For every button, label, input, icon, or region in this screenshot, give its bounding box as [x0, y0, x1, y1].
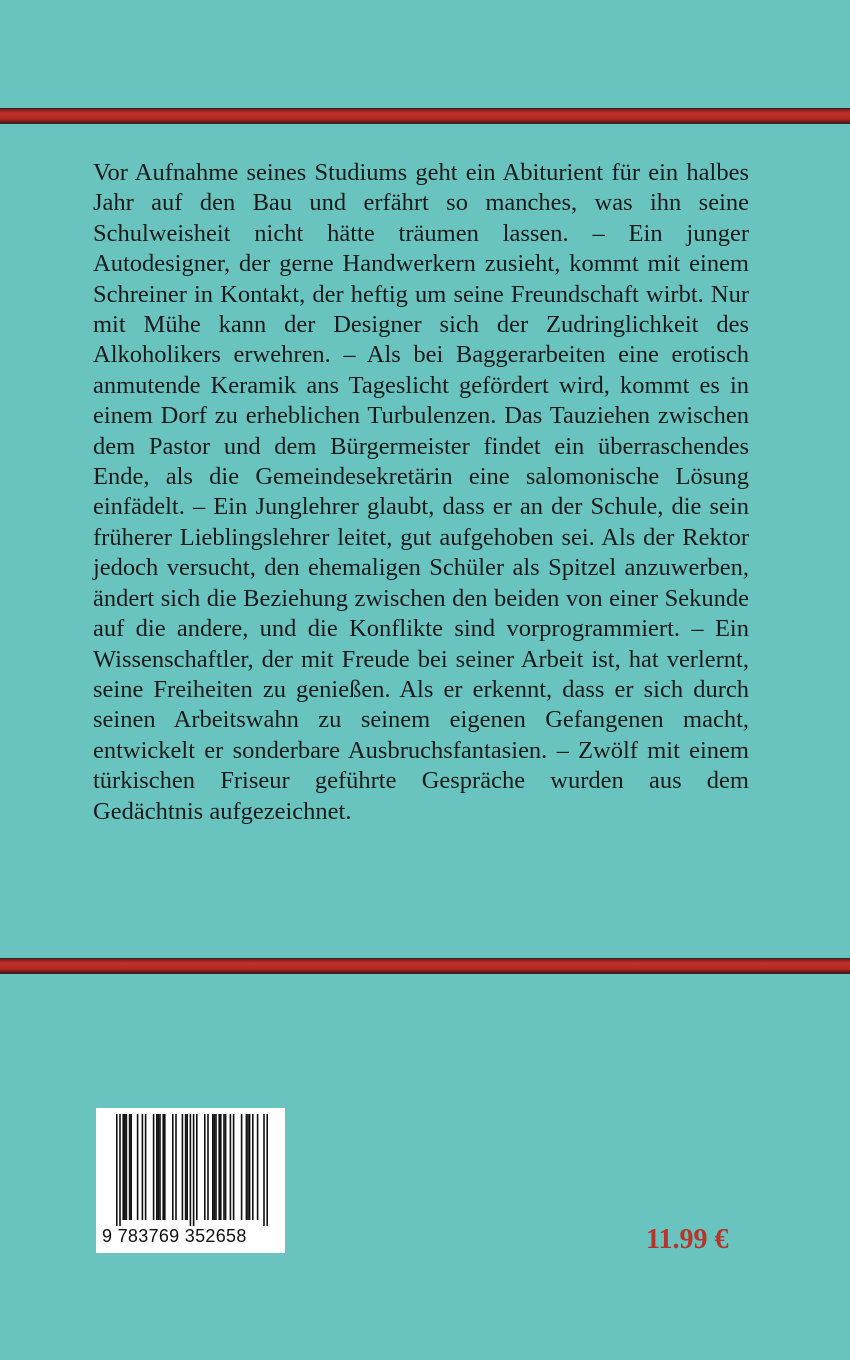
barcode-bar — [126, 1114, 128, 1220]
barcode-bar — [247, 1114, 249, 1220]
top-decorative-stripe — [0, 108, 850, 124]
barcode-bar — [193, 1114, 195, 1226]
barcode-bar — [241, 1114, 243, 1220]
isbn-number: 9 783769 352658 — [102, 1226, 247, 1246]
barcode-bar — [252, 1114, 254, 1220]
barcode-bar — [223, 1114, 225, 1220]
barcode-bar — [218, 1114, 220, 1220]
barcode-bar — [162, 1114, 164, 1220]
barcode-bar — [215, 1114, 217, 1220]
barcode-bar — [204, 1114, 206, 1220]
barcode-bar — [196, 1114, 198, 1220]
barcode-bar — [142, 1114, 144, 1220]
barcode-bar — [186, 1114, 188, 1220]
bottom-decorative-stripe — [0, 958, 850, 974]
barcode-bar — [145, 1114, 147, 1220]
back-cover-blurb: Vor Aufnahme seines Studiums geht ein Abiturient für ein halbes Jahr auf den Bau und erfährt so manches, was ihn seine Schulweisheit nicht hätte träumen lassen. – Ein junger Autodesigner, der gerne Handwerkern zusieht, kommt mit einem Schreiner in Kontakt, der heftig um seine Freundschaft wirbt. Nur mit Mühe kann der Designer sich der Zudringlichkeit des Alkoholikers erwehren. – Als bei Baggerarbeiten eine erotisch anmutende Keramik ans Tageslicht gefördert wird, kommt es in einem Dorf zu erheblichen Turbulenzen. Das Tauziehen zwischen dem Pastor und dem Bürgermeister findet ein überraschendes Ende, als die Gemeindesekretärin eine salomonische Lösung einfädelt. – Ein Junglehrer glaubt, dass er an der Schule, die sein früherer Lieblingslehrer leitet, gut aufgehoben sei. Als der Rektor jedoch versucht, den ehemaligen Schüler als Spitzel anzuwerben, ändert sich die Beziehung zwischen den beiden von einer Sekunde auf die andere, und die Konflikte sind vorprogrammiert. – Ein Wissenschaftler, der mit Freude bei seiner Arbeit ist, hat verlernt, seine Freiheiten zu genießen. Als er erkennt, dass er sich durch seinen Arbeitswahn zu seinem eigenen Gefangenen macht, entwickelt er sonderbare Ausbruchsfantasien. – Zwölf mit einem türkischen Friseur geführte Gespräche wurden aus dem Gedächtnis aufgezeichnet. — [93, 159, 749, 825]
barcode-bar — [182, 1114, 184, 1220]
barcode-bar — [175, 1114, 177, 1220]
barcode-bar — [266, 1114, 268, 1226]
barcode-bar — [116, 1114, 118, 1226]
barcode-bar — [207, 1114, 209, 1220]
barcode-bar — [156, 1114, 158, 1220]
barcode-bar — [164, 1114, 166, 1220]
barcode-bar — [220, 1114, 222, 1220]
barcode-bar — [122, 1114, 124, 1220]
barcode-bar — [153, 1114, 155, 1220]
barcode-bar — [249, 1114, 251, 1220]
barcode-bar — [172, 1114, 174, 1220]
barcode-bar — [129, 1114, 131, 1220]
barcode-bar — [225, 1114, 227, 1220]
barcode-bar — [159, 1114, 161, 1220]
barcode-bar — [214, 1114, 216, 1220]
barcode-bar — [233, 1114, 235, 1220]
barcode-bar — [263, 1114, 265, 1226]
isbn-barcode — [96, 1108, 285, 1253]
barcode-bar — [190, 1114, 192, 1226]
barcode-bar — [230, 1114, 232, 1220]
barcode-bar — [130, 1114, 132, 1220]
price-label: 11.99 € — [646, 1224, 729, 1255]
barcode-bar — [124, 1114, 126, 1220]
barcode-bar — [119, 1114, 121, 1226]
barcode-bar — [137, 1114, 139, 1220]
barcode-bar — [212, 1114, 214, 1220]
barcode-bar — [158, 1114, 160, 1220]
barcode-bar — [185, 1114, 187, 1220]
barcode-bar — [246, 1114, 248, 1220]
barcode-bar — [257, 1114, 259, 1220]
